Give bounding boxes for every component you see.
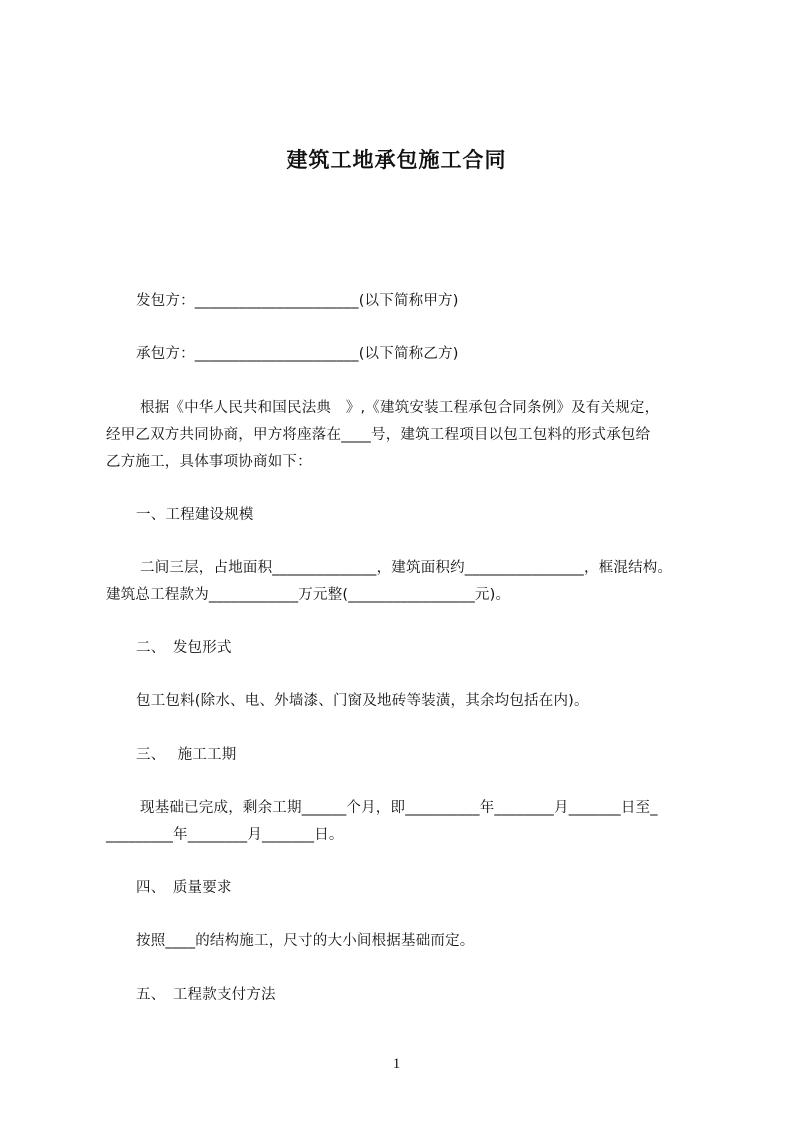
- intro-line-1: 根据《中华人民共和国民法典 》,《建筑安装工程承包合同条例》及有关规定，: [140, 400, 660, 416]
- contract-title: 建筑工地承包施工合同: [286, 148, 507, 172]
- section-1-body-line-2: 建筑总工程款为____________万元整(_________________元)。: [106, 587, 511, 603]
- intro-line-3: 乙方施工，具体事项协商如下：: [106, 454, 312, 470]
- section-1-body-line-1: 二间三层，占地面积______________，建筑面积约________________，框混结构。: [140, 560, 673, 576]
- section-3-body-line-1: 现基础已完成，剩余工期______个月，即__________年________月_______日至_: [140, 800, 658, 816]
- section-3-body-line-2: _________年________月_______日。: [106, 827, 344, 843]
- section-4-heading: 四、 质量要求: [136, 880, 232, 896]
- section-4-body: 按照____的结构施工，尺寸的大小间根据基础而定。: [136, 933, 475, 949]
- section-1-heading: 一、工程建设规模: [136, 507, 254, 523]
- page-number: 1: [392, 1056, 401, 1072]
- intro-line-2: 经甲乙双方共同协商，甲方将座落在____号，建筑工程项目以包工包料的形式承包给: [106, 427, 651, 443]
- section-2-heading: 二、 发包形式: [136, 640, 232, 656]
- section-5-heading: 五、 工程款支付方法: [136, 987, 276, 1003]
- section-2-body: 包工包料(除水、电、外墙漆、门窗及地砖等装潢，其余均包括在内)。: [136, 693, 589, 709]
- client-party-line: 发包方：______________________(以下简称甲方): [136, 293, 459, 309]
- contractor-party-line: 承包方：______________________(以下简称乙方): [136, 346, 459, 362]
- section-3-heading: 三、 施工工期: [136, 747, 237, 763]
